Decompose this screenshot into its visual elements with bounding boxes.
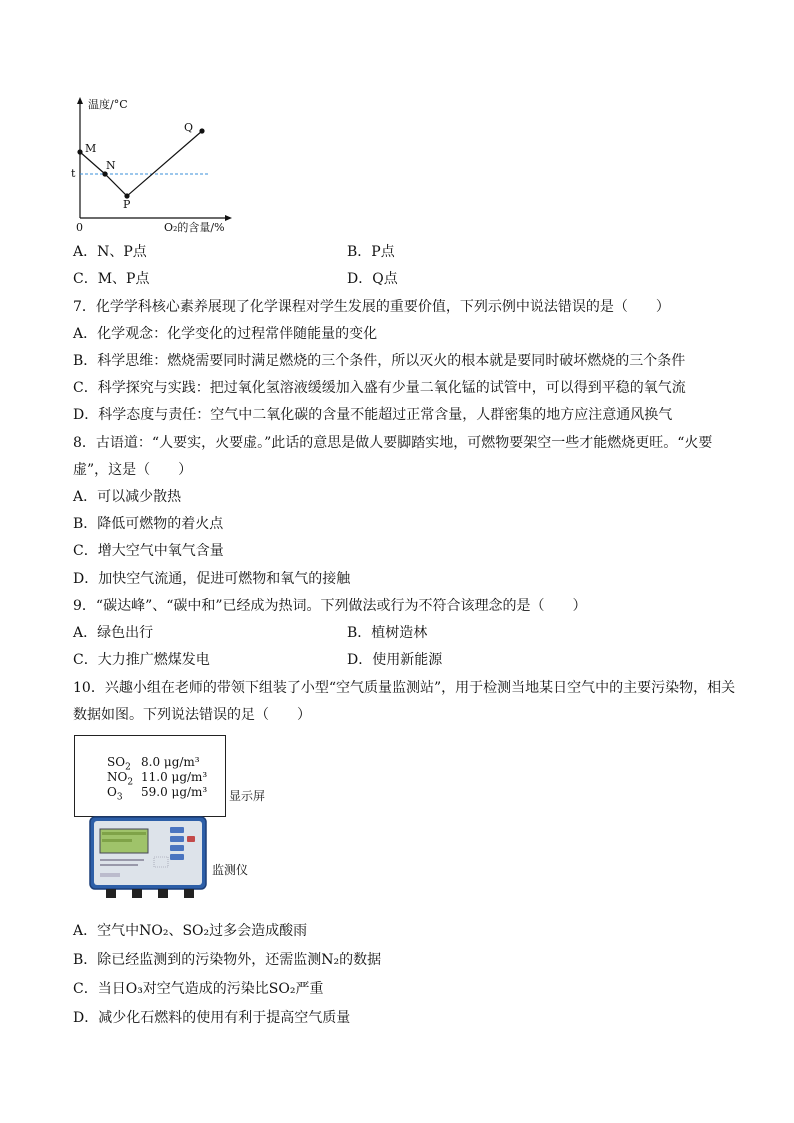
reading-o3-species: O	[107, 785, 117, 799]
reading-no2-value: 11.0 μg/m³	[141, 770, 208, 784]
x-axis-arrow	[225, 215, 232, 221]
reading-so2-species: SO	[107, 755, 126, 769]
reading-o3-value: 59.0 μg/m³	[141, 785, 208, 799]
point-q-label: Q	[184, 121, 194, 134]
q10-option-b: B．除已经监测到的污染物外，还需监测N₂的数据	[73, 952, 382, 968]
monitor-device-image	[88, 815, 208, 901]
temperature-curve	[80, 131, 202, 196]
temperature-oxygen-graph	[70, 95, 240, 235]
t-label: t	[71, 167, 76, 180]
q7-option-b: B．科学思维：燃烧需要同时满足燃烧的三个条件，所以灭火的根本就是要同时破坏燃烧的三个条件	[73, 353, 686, 369]
q7-option-a: A．化学观念：化学变化的过程常伴随能量的变化	[73, 326, 378, 342]
q6-option-b: B．P点	[347, 244, 395, 260]
q8-option-b: B．降低可燃物的着火点	[73, 516, 224, 532]
x-axis-label: O₂的含量/%	[164, 221, 225, 234]
reading-no2-species: NO	[107, 770, 128, 784]
q9-option-a: A．绿色出行	[73, 625, 154, 641]
y-axis-label: 温度/°C	[88, 98, 128, 111]
reading-o3	[107, 785, 208, 804]
point-q	[199, 128, 204, 133]
reading-no2-sub: 2	[127, 777, 134, 788]
q10-option-c: C．当日O₃对空气造成的污染比SO₂严重	[73, 981, 324, 997]
q6-option-c: C．M、P点	[73, 271, 150, 287]
y-axis-arrow	[77, 97, 83, 104]
q8-option-d: D．加快空气流通，促进可燃物和氧气的接触	[73, 571, 351, 587]
q8-option-a: A．可以减少散热	[73, 489, 182, 505]
reading-so2-value: 8.0 μg/m³	[141, 755, 200, 769]
q6-option-a: A．N、P点	[73, 244, 147, 260]
point-n	[102, 171, 107, 176]
q9-stem: 9．“碳达峰”、“碳中和”已经成为热词。下列做法或行为不符合该理念的是（ ）	[73, 598, 587, 614]
q7-stem: 7．化学学科核心素养展现了化学课程对学生发展的重要价值，下列示例中说法错误的是（ ）	[73, 299, 670, 315]
point-m	[77, 149, 82, 154]
q10-stem-line2: 数据如图。下列说法错误的足（ ）	[73, 707, 311, 723]
q9-option-c: C．大力推广燃煤发电	[73, 652, 210, 668]
device-label: 监测仪	[212, 863, 249, 877]
q9-option-b: B．植树造林	[347, 625, 428, 641]
origin-label: 0	[76, 221, 83, 234]
q7-option-c: C．科学探究与实践：把过氧化氢溶液缓缓加入盛有少量二氧化锰的试管中，可以得到平稳的氧气流	[73, 380, 686, 396]
display-screen-box	[74, 735, 226, 817]
q10-stem-line1: 10．兴趣小组在老师的带领下组装了小型“空气质量监测站”，用于检测当地某日空气中的主要污染物，相关	[73, 680, 736, 696]
screen-label: 显示屏	[229, 789, 266, 803]
q10-option-a: A．空气中NO₂、SO₂过多会造成酸雨	[73, 923, 308, 939]
point-m-label: M	[85, 142, 97, 155]
q8-option-c: C．增大空气中氧气含量	[73, 543, 224, 559]
q9-option-d: D．使用新能源	[347, 652, 443, 668]
reading-so2-sub: 2	[125, 762, 131, 773]
q10-option-d: D．减少化石燃料的使用有利于提高空气质量	[73, 1010, 351, 1026]
point-n-label: N	[106, 159, 116, 172]
q7-option-d: D．科学态度与责任：空气中二氧化碳的含量不能超过正常含量，人群密集的地方应注意通风换气	[73, 407, 673, 423]
point-p-label: P	[123, 198, 131, 211]
reading-o3-sub: 3	[116, 792, 123, 803]
q8-stem-line2: 虚”，这是（ ）	[73, 462, 193, 478]
q6-option-d: D．Q点	[347, 271, 398, 287]
q8-stem-line1: 8．古语道：“人要实，火要虚。”此话的意思是做人要脚踏实地，可燃物要架空一些才能燃烧更旺。“火要	[73, 435, 713, 451]
